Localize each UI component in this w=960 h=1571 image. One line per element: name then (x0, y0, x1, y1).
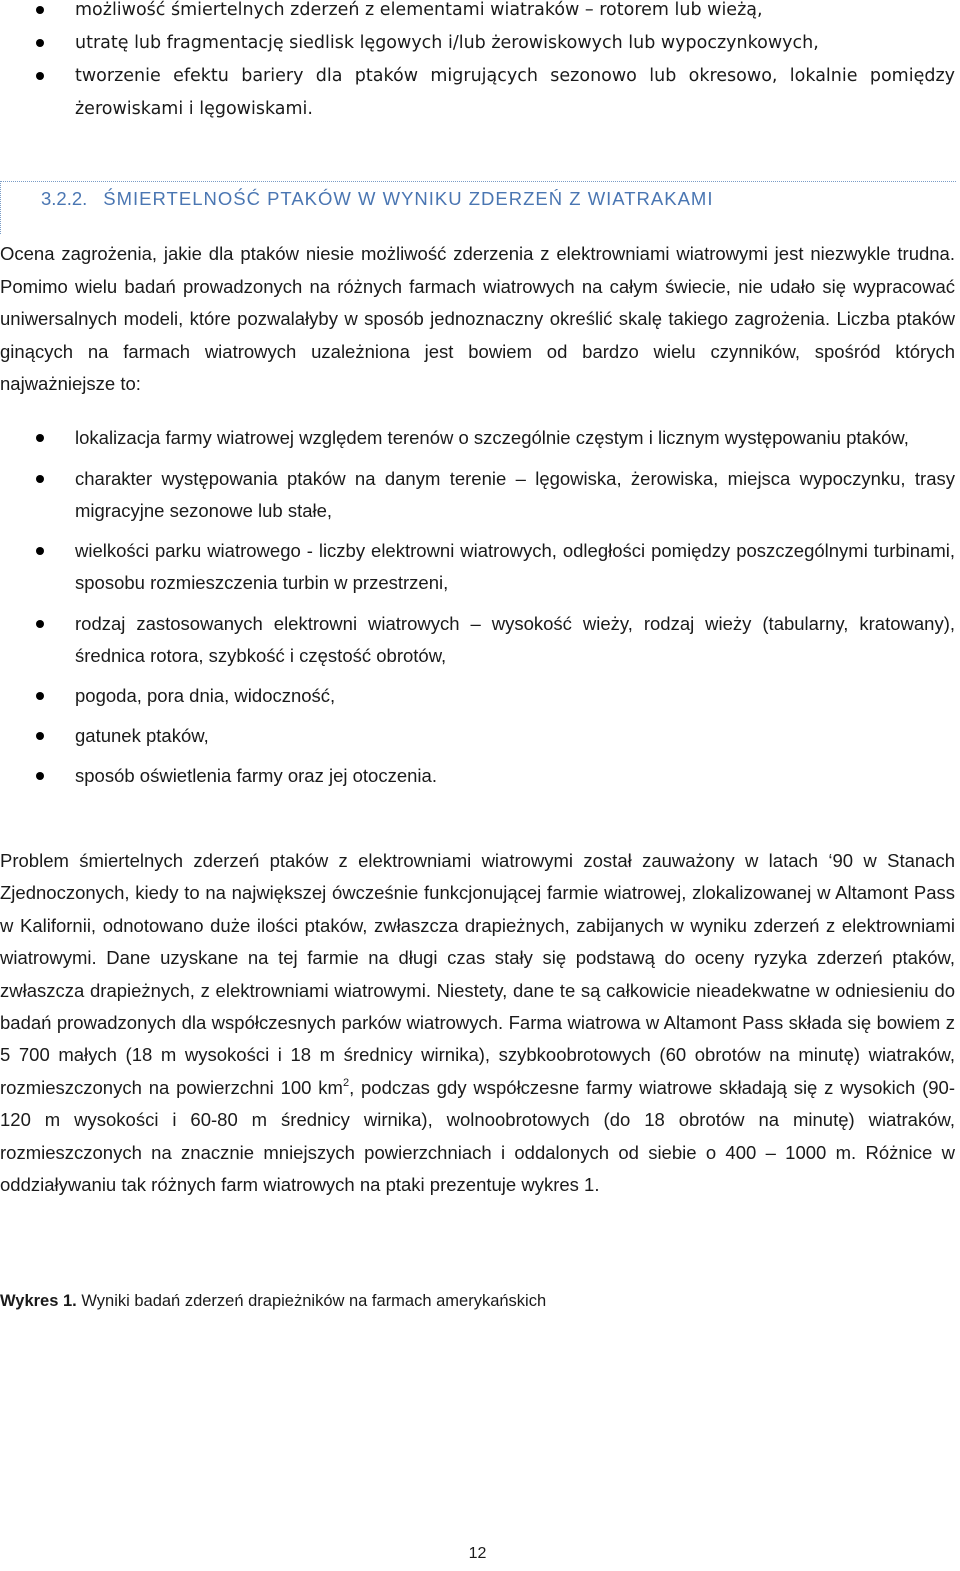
list-item (0, 608, 955, 672)
intro-paragraph: Ocena zagrożenia, jakie dla ptaków niesie możliwość zderzenia z elektrowniami wiatrowymi jest niezwykle trudna. Pomimo wielu badań prowadzonych na różnych farmach wiatrowych na całym świecie, nie udało się wypracować uniwersalnych modeli, które pozwalałyby w sposób jednoznaczny określić skalę takiego zagrożenia. Liczba ptaków ginących na farmach wiatrowych uzależniona jest bowiem od bardzo wielu czynników, spośród których najważniejsze to: (0, 243, 955, 394)
list-item-text: gatunek ptaków, (75, 725, 209, 746)
list-item-text: tworzenie efektu bariery dla ptaków migrujących sezonowo lub okresowo, lokalnie pomiędzy żerowiskami i lęgowiskami. (75, 66, 955, 119)
list-item (0, 422, 955, 454)
bullet-icon (36, 692, 44, 700)
list-item (0, 680, 955, 712)
section-title: ŚMIERTELNOŚĆ PTAKÓW W WYNIKU ZDERZEŃ Z WIATRAKAMI (103, 188, 714, 209)
list-item (0, 535, 955, 599)
section-number: 3.2.2. (41, 188, 88, 209)
list-item-text: charakter występowania ptaków na danym terenie – lęgowiska, żerowiska, miejsca wypoczynku, trasy migracyjne sezonowe lub stałe, (75, 467, 955, 521)
bullet-icon (36, 39, 44, 47)
page-number: 12 (468, 1545, 487, 1562)
superscript: 2 (342, 1076, 350, 1089)
list-item-text: rodzaj zastosowanych elektrowni wiatrowych – wysokość wieży, rodzaj wieży (tabularny, kratowany), średnica rotora, szybkość i częstość obrotów, (75, 612, 955, 666)
altamont-paragraph (0, 845, 955, 1201)
caption-label: Wykres 1. (0, 1292, 77, 1310)
section-heading (41, 188, 714, 210)
bullet-icon (36, 475, 44, 483)
section-heading-box (0, 181, 956, 234)
figure-caption (0, 1292, 546, 1311)
bullet-icon (36, 547, 44, 555)
paragraph-text: , podczas gdy współczesne farmy wiatrowe składają się z wysokich (90-120 m wysokości i 60-80 m średnicy wirnika), wolnoobrotowych (do 18 obrotów na minutę) wiatraków, rozmieszczonych na znacznie mniejszych powierzchniach i oddalonych od siebie o 400 – 1000 m. Różnice w oddziaływaniu tak różnych farm wiatrowych na ptaki prezentuje wykres 1. (0, 1076, 955, 1196)
list-item (0, 0, 955, 27)
bullet-icon (36, 620, 44, 628)
list-item-text: lokalizacja farmy wiatrowej względem terenów o szczególnie częstym i licznym występowaniu ptaków, (75, 427, 909, 448)
list-item (0, 720, 955, 752)
list-item-text: pogoda, pora dnia, widoczność, (75, 685, 336, 706)
list-item-text: możliwość śmiertelnych zderzeń z elementami wiatraków – rotorem lub wieżą, (75, 0, 763, 20)
list-item (0, 27, 955, 60)
list-item (0, 60, 955, 126)
list-item-text: wielkości parku wiatrowego - liczby elektrowni wiatrowych, odległości pomiędzy poszczególnymi turbinami, sposobu rozmieszczenia turbin w przestrzeni, (75, 540, 955, 593)
list-item-text: sposób oświetlenia farmy oraz jej otoczenia. (75, 765, 437, 786)
factors-list (0, 422, 955, 800)
bullet-icon (36, 772, 44, 780)
paragraph-text: Problem śmiertelnych zderzeń ptaków z elektrowniami wiatrowymi został zauważony w latach ‘90 w Stanach Zjednoczonych, kiedy to na największej ówcześnie funkcjonującej farmie wiatrowej, zlokalizowanej w Altamont Pass w Kalifornii, odnotowano duże ilości ptaków, zwłaszcza drapieżnych, zabijanych w wyniku zderzeń z elektrowniami wiatrowymi. Dane uzyskane na tej farmie na długi czas stały się podstawą do oceny ryzyka zderzeń ptaków, zwłaszcza drapieżnych, z elektrowniami wiatrowymi. Niestety, dane te są całkowicie nieadekwatne w odniesieniu do badań prowadzonych dla współczesnych parków wiatrowych. Farma wiatrowa w Altamont Pass składa się bowiem z 5 700 małych (18 m wysokości i 18 m średnicy wirnika), szybkoobrotowych (60 obrotów na minutę) wiatraków, rozmieszczonych na powierzchni 100 km (0, 850, 955, 1098)
impact-list (0, 0, 955, 126)
bullet-icon (36, 732, 44, 740)
list-item-text: utratę lub fragmentację siedlisk lęgowych i/lub żerowiskowych lub wypoczynkowych, (75, 33, 819, 53)
bullet-icon (36, 434, 44, 442)
bullet-icon (36, 6, 44, 14)
bullet-icon (36, 72, 44, 80)
caption-text: Wyniki badań zderzeń drapieżników na farmach amerykańskich (76, 1292, 547, 1310)
list-item (0, 463, 955, 527)
list-item (0, 760, 955, 792)
